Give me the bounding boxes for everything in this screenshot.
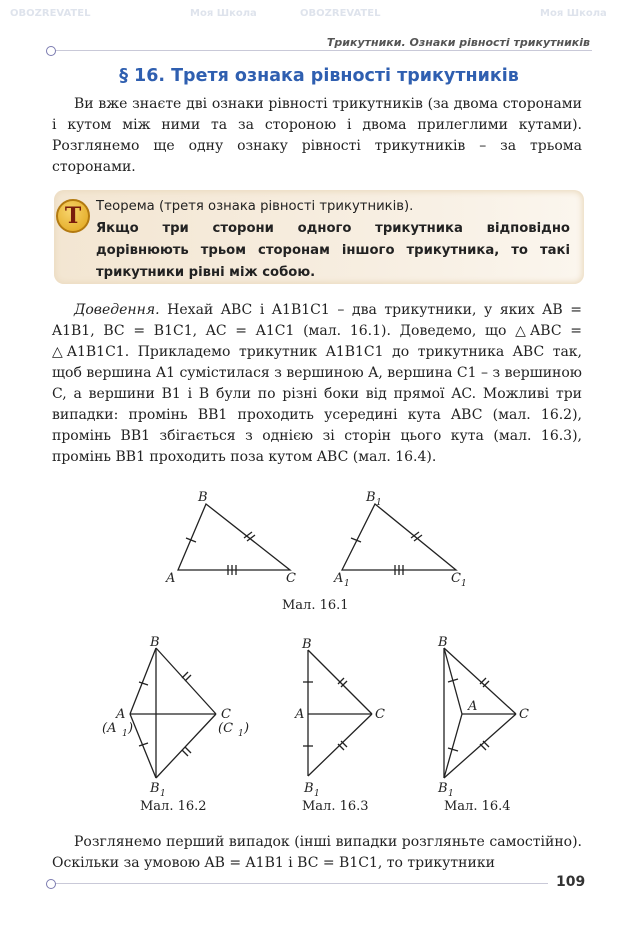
label-b: B bbox=[302, 637, 312, 652]
subscript: 1 bbox=[344, 579, 350, 588]
theorem-badge-icon: Т bbox=[56, 199, 90, 233]
label-b: B bbox=[198, 490, 208, 505]
footer-bullet bbox=[46, 879, 56, 889]
label-b1: B bbox=[304, 781, 314, 796]
watermark: Моя Школа bbox=[540, 8, 607, 19]
label-b: B bbox=[438, 636, 448, 650]
subscript: 1 bbox=[314, 789, 320, 796]
watermark: OBOZREVATEL bbox=[300, 8, 381, 19]
label-c1-paren: (C bbox=[218, 721, 234, 736]
figure-16-1 bbox=[160, 488, 480, 588]
footer-rule bbox=[52, 883, 548, 884]
label-a: A bbox=[116, 707, 126, 722]
header-rule bbox=[52, 50, 592, 51]
paren: ) bbox=[128, 721, 134, 736]
label-b: B bbox=[150, 636, 160, 650]
proof-paragraph bbox=[52, 300, 582, 468]
figure-16-4 bbox=[430, 636, 540, 796]
paren: ) bbox=[244, 721, 250, 736]
label-c: C bbox=[286, 571, 296, 586]
subscript: 1 bbox=[448, 789, 454, 796]
running-head: Трикутники. Ознаки рівності трикутників bbox=[326, 36, 590, 49]
intro-paragraph: Ви вже знаєте дві ознаки рівності трикутників (за двома сторонами і кутом між ними та за стороною і двома прилеглими кутами). Розглянемо ще одну ознаку рівності трикутників – за трьома сторонами. bbox=[52, 96, 582, 175]
caption-16-4: Мал. 16.4 bbox=[444, 799, 511, 814]
label-a: A bbox=[468, 699, 478, 714]
subscript: 1 bbox=[376, 498, 382, 508]
proof-text: Нехай ABC і A1B1C1 – два трикутники, у яких AB = A1B1, BC = B1C1, AC = A1C1 (мал. 16.1). Доведемо, що △ABC = △A1B1C1. Прикладемо трикутник A1B1C1 до трикутника ABC так, щоб вершина A1 сумістилася з вершиною A, вершина C1 – з вершиною C, а вершини B1 і B були по різні боки від прямої AC. Можливі три випадки: промінь BB1 проходить усередині кута ABC (мал. 16.2), промінь BB1 збігається з однією зі сторін цього кута (мал. 16.3), промінь BB1 проходить поза кутом ABC (мал. 16.4). bbox=[52, 302, 582, 465]
label-b1: B bbox=[366, 490, 376, 505]
watermark: OBOZREVATEL bbox=[10, 8, 91, 19]
label-a1-paren: (A bbox=[102, 721, 117, 736]
triangle-abc bbox=[178, 504, 290, 570]
label-a: A bbox=[295, 707, 305, 722]
theorem-heading: Теорема (третя ознака рівності трикутників). bbox=[96, 199, 414, 214]
subscript: 1 bbox=[461, 579, 467, 588]
label-c1: C bbox=[451, 571, 461, 586]
subscript: 1 bbox=[122, 729, 128, 739]
proof-label: Доведення. bbox=[74, 302, 160, 318]
page-number: 109 bbox=[556, 874, 586, 890]
figure-16-2 bbox=[100, 636, 260, 796]
section-title: § 16. Третя ознака рівності трикутників bbox=[119, 66, 519, 86]
caption-16-1: Мал. 16.1 bbox=[282, 598, 349, 613]
figure-16-3 bbox=[290, 636, 400, 796]
triangle-a1b1c1 bbox=[342, 504, 456, 570]
label-c: C bbox=[375, 707, 385, 722]
label-b1: B bbox=[150, 781, 160, 796]
subscript: 1 bbox=[160, 789, 166, 796]
label-b1: B bbox=[438, 781, 448, 796]
caption-16-2: Мал. 16.2 bbox=[140, 799, 207, 814]
closing-paragraph: Розглянемо перший випадок (інші випадки розгляньте самостійно). Оскільки за умовою AB = A1B1 і BC = B1C1, то трикутники bbox=[52, 834, 582, 871]
label-c: C bbox=[519, 707, 529, 722]
label-c: C bbox=[221, 707, 231, 722]
theorem-statement: Якщо три сторони одного трикутника відповідно дорівнюють трьом сторонам іншого трикутника, то такі трикутники рівні між собою. bbox=[96, 221, 570, 280]
subscript: 1 bbox=[238, 729, 244, 739]
label-a: A bbox=[166, 571, 176, 586]
watermark: Моя Школа bbox=[190, 8, 257, 19]
header-bullet bbox=[46, 46, 56, 56]
caption-16-3: Мал. 16.3 bbox=[302, 799, 369, 814]
label-a1: A bbox=[334, 571, 344, 586]
theorem-text bbox=[96, 196, 570, 284]
